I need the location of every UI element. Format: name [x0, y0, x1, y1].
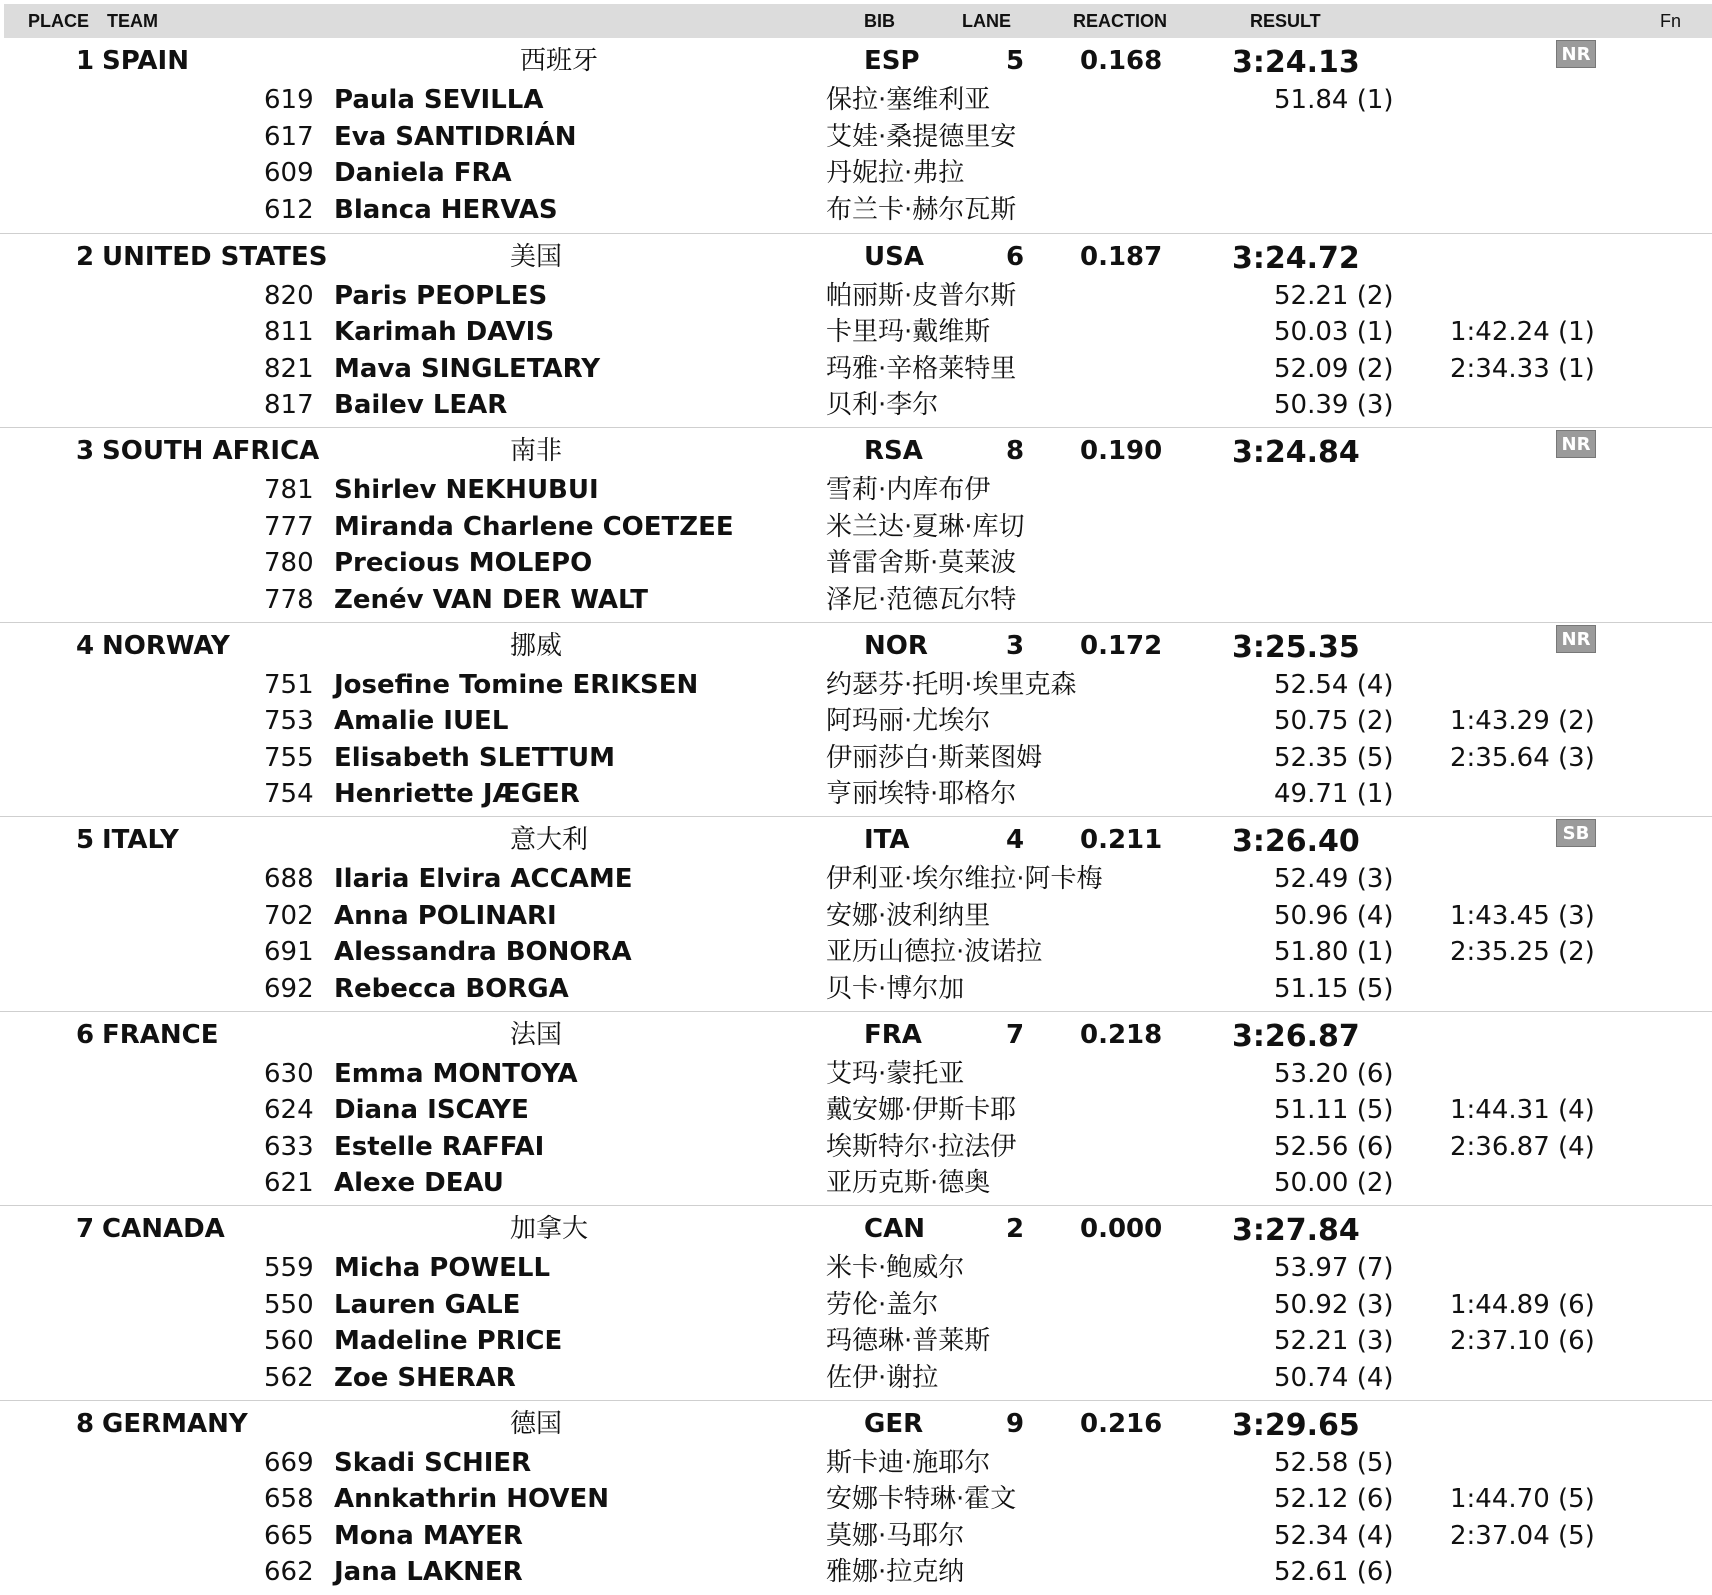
- team-code: RSA: [864, 436, 923, 466]
- team-lane: 3: [1006, 630, 1025, 661]
- athlete-name: Eva SANTIDRIÁN: [334, 121, 577, 152]
- athlete-split: 50.75 (2): [1274, 706, 1394, 736]
- team-code: ESP: [864, 46, 920, 76]
- athlete-split: 50.92 (3): [1274, 1289, 1394, 1320]
- athlete-split: 52.61 (6): [1274, 1557, 1394, 1587]
- athlete-split: 53.20 (6): [1274, 1058, 1394, 1089]
- athlete-split: 49.71 (1): [1274, 779, 1394, 809]
- athlete-name-cn: 保拉·塞维利亚: [826, 85, 991, 115]
- athlete-name: Mona MAYER: [334, 1520, 523, 1551]
- athlete-cumulative: 1:44.70 (5): [1450, 1484, 1595, 1514]
- team-lane: 4: [1006, 825, 1025, 855]
- athlete-name-cn: 普雷舍斯·莫莱波: [826, 548, 1017, 578]
- team-lane: 2: [1006, 1214, 1025, 1244]
- athlete-bib: 755: [264, 742, 314, 773]
- athlete-name: Jana LAKNER: [334, 1557, 523, 1587]
- team-name: ITALY: [102, 825, 179, 855]
- athlete-name-cn: 玛德琳·普莱斯: [826, 1326, 991, 1356]
- athlete-bib: 777: [264, 511, 314, 542]
- team-code: ITA: [864, 825, 910, 855]
- athlete-name-cn: 戴安娜·伊斯卡耶: [826, 1095, 1017, 1125]
- team-code: CAN: [864, 1214, 925, 1244]
- athlete-split: 52.12 (6): [1274, 1484, 1394, 1514]
- athlete-name-cn: 雅娜·拉克纳: [826, 1557, 965, 1587]
- team-result: 3:29.65: [1232, 1407, 1360, 1443]
- header-result: RESULT: [1250, 11, 1321, 31]
- team-place: 1: [76, 46, 95, 76]
- athlete-split: 52.09 (2): [1274, 353, 1394, 384]
- athlete-name: Skadi SCHIER: [334, 1447, 532, 1478]
- team-result: 3:24.72: [1232, 240, 1360, 276]
- athlete-split: 53.97 (7): [1274, 1253, 1394, 1283]
- athlete-bib: 811: [264, 317, 314, 347]
- team-block: [0, 622, 1712, 817]
- athlete-split: 51.15 (5): [1274, 973, 1394, 1004]
- athlete-cumulative: 1:44.89 (6): [1450, 1289, 1595, 1320]
- athlete-bib: 662: [264, 1557, 314, 1587]
- athlete-name-cn: 斯卡迪·施耶尔: [826, 1447, 991, 1478]
- team-lane: 6: [1006, 241, 1025, 272]
- athlete-name-cn: 佐伊·谢拉: [826, 1362, 939, 1393]
- athlete-name: Zenév VAN DER WALT: [334, 584, 648, 615]
- team-reaction: 0.216: [1080, 1408, 1163, 1439]
- team-name: UNITED STATES: [102, 241, 328, 272]
- team-place: 4: [76, 630, 95, 661]
- athlete-bib: 778: [264, 584, 314, 615]
- athlete-bib: 550: [264, 1289, 314, 1320]
- athlete-bib: 753: [264, 706, 314, 736]
- athlete-name-cn: 米兰达·夏琳·库切: [826, 511, 1025, 542]
- athlete-split: 50.96 (4): [1274, 900, 1394, 931]
- team-name: CANADA: [102, 1214, 225, 1244]
- athlete-bib: 780: [264, 548, 314, 578]
- athlete-split: 52.54 (4): [1274, 669, 1394, 700]
- team-block: [0, 427, 1712, 622]
- athlete-name-cn: 阿玛丽·尤埃尔: [826, 706, 991, 736]
- team-lane: 5: [1006, 46, 1025, 76]
- team-block: [0, 1205, 1712, 1400]
- athlete-name: Henriette JÆGER: [334, 779, 580, 809]
- athlete-bib: 702: [264, 900, 314, 931]
- athlete-bib: 820: [264, 280, 314, 311]
- athlete-name: Zoe SHERAR: [334, 1362, 516, 1393]
- athlete-name-cn: 莫娜·马耶尔: [826, 1520, 965, 1551]
- team-block: [0, 233, 1712, 428]
- athlete-split: 51.84 (1): [1274, 85, 1394, 115]
- team-name-cn: 挪威: [510, 630, 563, 661]
- team-lane: 7: [1006, 1019, 1025, 1050]
- athlete-split: 50.03 (1): [1274, 317, 1394, 347]
- header-bib: BIB: [864, 11, 895, 31]
- athlete-name-cn: 伊丽莎白·斯莱图姆: [826, 742, 1043, 773]
- team-code: GER: [864, 1408, 924, 1439]
- athlete-name: Paula SEVILLA: [334, 85, 544, 115]
- athlete-name-cn: 米卡·鲍威尔: [826, 1253, 965, 1283]
- athlete-cumulative: 1:43.29 (2): [1450, 706, 1595, 736]
- team-place: 2: [76, 241, 95, 272]
- team-reaction: 0.187: [1080, 241, 1163, 272]
- athlete-name: Amalie IUEL: [334, 706, 509, 736]
- athlete-bib: 562: [264, 1362, 314, 1393]
- athlete-name: Elisabeth SLETTUM: [334, 742, 615, 773]
- athlete-name-cn: 亨丽埃特·耶格尔: [826, 779, 1017, 809]
- athlete-cumulative: 2:36.87 (4): [1450, 1131, 1595, 1162]
- record-badge: NR: [1556, 40, 1596, 68]
- athlete-name: Shirlev NEKHUBUI: [334, 475, 599, 505]
- header-fn: Fn: [1660, 11, 1682, 31]
- athlete-name: Paris PEOPLES: [334, 280, 548, 311]
- athlete-name: Karimah DAVIS: [334, 317, 555, 347]
- team-result: 3:26.40: [1232, 824, 1360, 859]
- athlete-name: Diana ISCAYE: [334, 1095, 529, 1125]
- team-reaction: 0.000: [1080, 1214, 1163, 1244]
- table-header: [4, 4, 1712, 38]
- team-lane: 9: [1006, 1408, 1025, 1439]
- record-badge: SB: [1556, 819, 1596, 847]
- athlete-name: Alexe DEAU: [334, 1168, 504, 1198]
- athlete-name: Bailev LEAR: [334, 390, 508, 420]
- team-name: FRANCE: [102, 1019, 219, 1050]
- athlete-name-cn: 约瑟芬·托明·埃里克森: [826, 669, 1077, 700]
- team-name-cn: 美国: [510, 241, 563, 272]
- athlete-cumulative: 1:43.45 (3): [1450, 900, 1595, 931]
- athlete-name: Alessandra BONORA: [334, 937, 632, 967]
- team-place: 3: [76, 436, 95, 466]
- athlete-name-cn: 伊利亚·埃尔维拉·阿卡梅: [826, 864, 1103, 894]
- team-result: 3:25.35: [1232, 629, 1360, 665]
- team-reaction: 0.172: [1080, 630, 1163, 661]
- athlete-bib: 692: [264, 973, 314, 1004]
- athlete-name-cn: 亚历克斯·德奥: [826, 1168, 991, 1198]
- athlete-name-cn: 安娜·波利纳里: [826, 900, 991, 931]
- team-lane: 8: [1006, 436, 1025, 466]
- athlete-split: 50.74 (4): [1274, 1362, 1394, 1393]
- athlete-split: 52.35 (5): [1274, 742, 1394, 773]
- athlete-name-cn: 帕丽斯·皮普尔斯: [826, 280, 1017, 311]
- athlete-bib: 665: [264, 1520, 314, 1551]
- athlete-name-cn: 贝卡·博尔加: [826, 973, 965, 1004]
- athlete-bib: 669: [264, 1447, 314, 1478]
- athlete-split: 52.21 (2): [1274, 280, 1394, 311]
- athlete-name-cn: 布兰卡·赫尔瓦斯: [826, 194, 1017, 225]
- athlete-bib: 630: [264, 1058, 314, 1089]
- record-badge: NR: [1556, 625, 1596, 653]
- team-name: NORWAY: [102, 630, 230, 661]
- athlete-name: Miranda Charlene COETZEE: [334, 511, 734, 542]
- athlete-name: Emma MONTOYA: [334, 1058, 578, 1089]
- team-name-cn: 南非: [510, 436, 563, 466]
- team-name-cn: 法国: [510, 1019, 563, 1050]
- athlete-name: Anna POLINARI: [334, 900, 557, 931]
- athlete-name-cn: 亚历山德拉·波诺拉: [826, 937, 1043, 967]
- athlete-split: 52.58 (5): [1274, 1447, 1394, 1478]
- athlete-split: 50.39 (3): [1274, 390, 1394, 420]
- athlete-cumulative: 2:37.04 (5): [1450, 1520, 1595, 1551]
- athlete-split: 51.80 (1): [1274, 937, 1394, 967]
- athlete-bib: 817: [264, 390, 314, 420]
- team-code: NOR: [864, 630, 928, 661]
- team-result: 3:24.84: [1232, 435, 1360, 470]
- athlete-bib: 781: [264, 475, 314, 505]
- athlete-bib: 560: [264, 1326, 314, 1356]
- athlete-bib: 624: [264, 1095, 314, 1125]
- athlete-name-cn: 艾玛·蒙托亚: [826, 1058, 965, 1089]
- athlete-name: Blanca HERVAS: [334, 194, 558, 225]
- team-block: [0, 38, 1712, 232]
- athlete-cumulative: 1:44.31 (4): [1450, 1095, 1595, 1125]
- team-reaction: 0.211: [1080, 825, 1163, 855]
- team-name-cn: 意大利: [510, 825, 589, 855]
- athlete-split: 52.21 (3): [1274, 1326, 1394, 1356]
- athlete-split: 52.34 (4): [1274, 1520, 1394, 1551]
- athlete-name: Rebecca BORGA: [334, 973, 569, 1004]
- athlete-name-cn: 泽尼·范德瓦尔特: [826, 584, 1017, 615]
- team-place: 6: [76, 1019, 95, 1050]
- header-place: PLACE: [28, 11, 90, 31]
- header-lane: LANE: [962, 11, 1011, 31]
- athlete-name: Annkathrin HOVEN: [334, 1484, 610, 1514]
- athlete-name-cn: 卡里玛·戴维斯: [826, 317, 991, 347]
- athlete-name: Estelle RAFFAI: [334, 1131, 545, 1162]
- team-name-cn: 德国: [510, 1408, 563, 1439]
- header-team: TEAM: [107, 11, 158, 31]
- athlete-name: Micha POWELL: [334, 1253, 551, 1283]
- team-name: GERMANY: [102, 1408, 248, 1439]
- athlete-name-cn: 贝利·李尔: [826, 390, 939, 420]
- team-block: [0, 816, 1712, 1011]
- team-name-cn: 西班牙: [520, 46, 599, 76]
- team-block: [0, 1011, 1712, 1206]
- athlete-cumulative: 2:35.25 (2): [1450, 937, 1595, 967]
- header-reaction: REACTION: [1073, 11, 1167, 31]
- team-result: 3:27.84: [1232, 1213, 1360, 1248]
- team-name: SOUTH AFRICA: [102, 436, 320, 466]
- athlete-cumulative: 2:37.10 (6): [1450, 1326, 1595, 1356]
- team-place: 7: [76, 1214, 95, 1244]
- team-code: FRA: [864, 1019, 922, 1050]
- athlete-bib: 619: [264, 85, 314, 115]
- athlete-name-cn: 雪莉·内库布伊: [826, 475, 991, 505]
- athlete-bib: 658: [264, 1484, 314, 1514]
- athlete-name: Mava SINGLETARY: [334, 353, 601, 384]
- athlete-bib: 621: [264, 1168, 314, 1198]
- athlete-name: Ilaria Elvira ACCAME: [334, 864, 633, 894]
- athlete-bib: 821: [264, 353, 314, 384]
- team-place: 8: [76, 1408, 95, 1439]
- team-code: USA: [864, 241, 924, 272]
- athlete-name-cn: 劳伦·盖尔: [826, 1289, 939, 1320]
- athlete-name: Precious MOLEPO: [334, 548, 593, 578]
- athlete-name-cn: 埃斯特尔·拉法伊: [826, 1131, 1017, 1162]
- athlete-bib: 559: [264, 1253, 314, 1283]
- athlete-bib: 612: [264, 194, 314, 225]
- athlete-split: 52.56 (6): [1274, 1131, 1394, 1162]
- team-reaction: 0.190: [1080, 436, 1163, 466]
- athlete-cumulative: 2:34.33 (1): [1450, 353, 1595, 384]
- team-place: 5: [76, 825, 95, 855]
- team-reaction: 0.168: [1080, 46, 1163, 76]
- athlete-name: Lauren GALE: [334, 1289, 521, 1320]
- athlete-bib: 751: [264, 669, 314, 700]
- athlete-name-cn: 玛雅·辛格莱特里: [826, 353, 1017, 384]
- athlete-name: Josefine Tomine ERIKSEN: [334, 669, 699, 700]
- team-reaction: 0.218: [1080, 1019, 1163, 1050]
- team-result: 3:24.13: [1232, 45, 1360, 80]
- athlete-bib: 633: [264, 1131, 314, 1162]
- athlete-cumulative: 2:35.64 (3): [1450, 742, 1595, 773]
- team-name-cn: 加拿大: [510, 1214, 589, 1244]
- athlete-name: Daniela FRA: [334, 158, 512, 188]
- athlete-bib: 688: [264, 864, 314, 894]
- athlete-cumulative: 1:42.24 (1): [1450, 317, 1595, 347]
- athlete-name: Madeline PRICE: [334, 1326, 563, 1356]
- athlete-bib: 609: [264, 158, 314, 188]
- team-result: 3:26.87: [1232, 1018, 1360, 1054]
- athlete-name-cn: 安娜卡特琳·霍文: [826, 1484, 1017, 1514]
- record-badge: NR: [1556, 430, 1596, 458]
- athlete-bib: 754: [264, 779, 314, 809]
- athlete-split: 51.11 (5): [1274, 1095, 1394, 1125]
- athlete-split: 50.00 (2): [1274, 1168, 1394, 1198]
- athlete-bib: 617: [264, 121, 314, 152]
- team-name: SPAIN: [102, 46, 189, 76]
- team-block: [0, 1400, 1712, 1595]
- athlete-name-cn: 艾娃·桑提德里安: [826, 121, 1017, 152]
- athlete-split: 52.49 (3): [1274, 864, 1394, 894]
- athlete-bib: 691: [264, 937, 314, 967]
- athlete-name-cn: 丹妮拉·弗拉: [826, 158, 965, 188]
